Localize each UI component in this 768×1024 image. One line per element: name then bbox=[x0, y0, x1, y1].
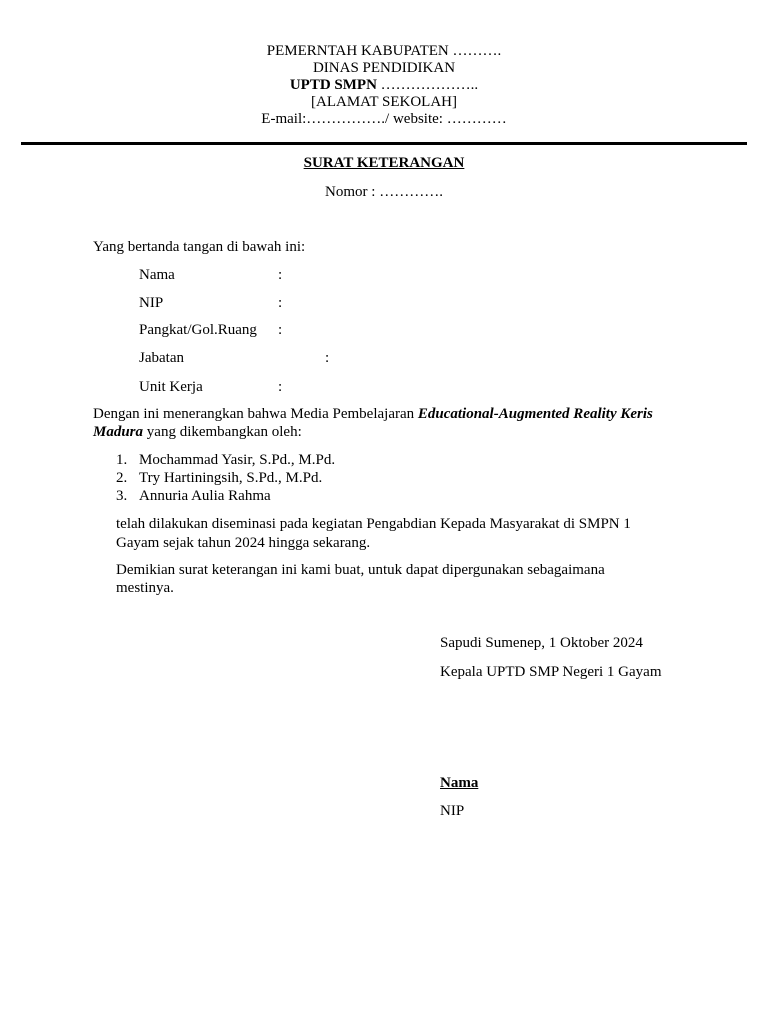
letterhead-department: DINAS PENDIDIKAN bbox=[312, 60, 456, 76]
letterhead-contact: E-mail:……………./ website: ………… bbox=[261, 111, 507, 127]
statement-line-2 bbox=[93, 424, 302, 441]
field-label-pangkat: Pangkat/Gol.Ruang bbox=[139, 322, 257, 338]
signature-name: Nama bbox=[440, 775, 479, 791]
letterhead-divider bbox=[21, 142, 747, 145]
statement-media-title-cont: Madura bbox=[93, 424, 144, 440]
field-colon-pangkat: : bbox=[278, 322, 283, 338]
signature-position: Kepala UPTD SMP Negeri 1 Gayam bbox=[440, 664, 662, 680]
letterhead-address: [ALAMAT SEKOLAH] bbox=[311, 94, 457, 110]
letterhead-school-dots: ……………….. bbox=[376, 77, 479, 93]
signature-place-date: Sapudi Sumenep, 1 Oktober 2024 bbox=[440, 635, 643, 651]
dissemination-text-line-1: telah dilakukan diseminasi pada kegiatan Pengabdian Kepada Masyarakat di SMPN 1 bbox=[116, 516, 631, 532]
letter-number: Nomor : …………. bbox=[325, 184, 443, 200]
statement-media-title: Educational-Augmented Reality Keris bbox=[417, 406, 653, 422]
developer-number: 1. bbox=[116, 452, 128, 468]
developer-number: 3. bbox=[116, 488, 128, 504]
field-label-nip: NIP bbox=[139, 295, 164, 311]
field-label-unit-kerja: Unit Kerja bbox=[139, 379, 203, 395]
closing-text-line-2: mestinya. bbox=[116, 580, 174, 596]
field-colon-nama: : bbox=[278, 267, 283, 283]
field-label-jabatan: Jabatan bbox=[139, 350, 184, 366]
developer-name: Try Hartiningsih, S.Pd., M.Pd. bbox=[139, 470, 323, 486]
intro-text: Yang bertanda tangan di bawah ini: bbox=[93, 239, 306, 255]
closing-text-line-1: Demikian surat keterangan ini kami buat, untuk dapat dipergunakan sebagaimana bbox=[116, 562, 605, 578]
field-colon-nip: : bbox=[278, 295, 283, 311]
letterhead-school-name: UPTD SMPN bbox=[289, 77, 377, 93]
field-label-nama: Nama bbox=[139, 267, 175, 283]
developer-number: 2. bbox=[116, 470, 128, 486]
developer-name: Annuria Aulia Rahma bbox=[139, 488, 271, 504]
field-colon-unit-kerja: : bbox=[278, 379, 283, 395]
field-colon-jabatan: : bbox=[325, 350, 330, 366]
developer-name: Mochammad Yasir, S.Pd., M.Pd. bbox=[139, 452, 336, 468]
letter-title: SURAT KETERANGAN bbox=[303, 155, 465, 171]
letterhead-government: PEMERNTAH KABUPATEN ………. bbox=[266, 43, 502, 59]
dissemination-text-line-2: Gayam sejak tahun 2024 hingga sekarang. bbox=[116, 535, 371, 551]
statement-post: yang dikembangkan oleh: bbox=[143, 424, 302, 440]
statement-line-1 bbox=[93, 406, 653, 423]
letterhead-school bbox=[0, 77, 768, 94]
statement-pre: Dengan ini menerangkan bahwa Media Pembelajaran bbox=[93, 406, 418, 422]
signature-nip: NIP bbox=[440, 803, 465, 819]
